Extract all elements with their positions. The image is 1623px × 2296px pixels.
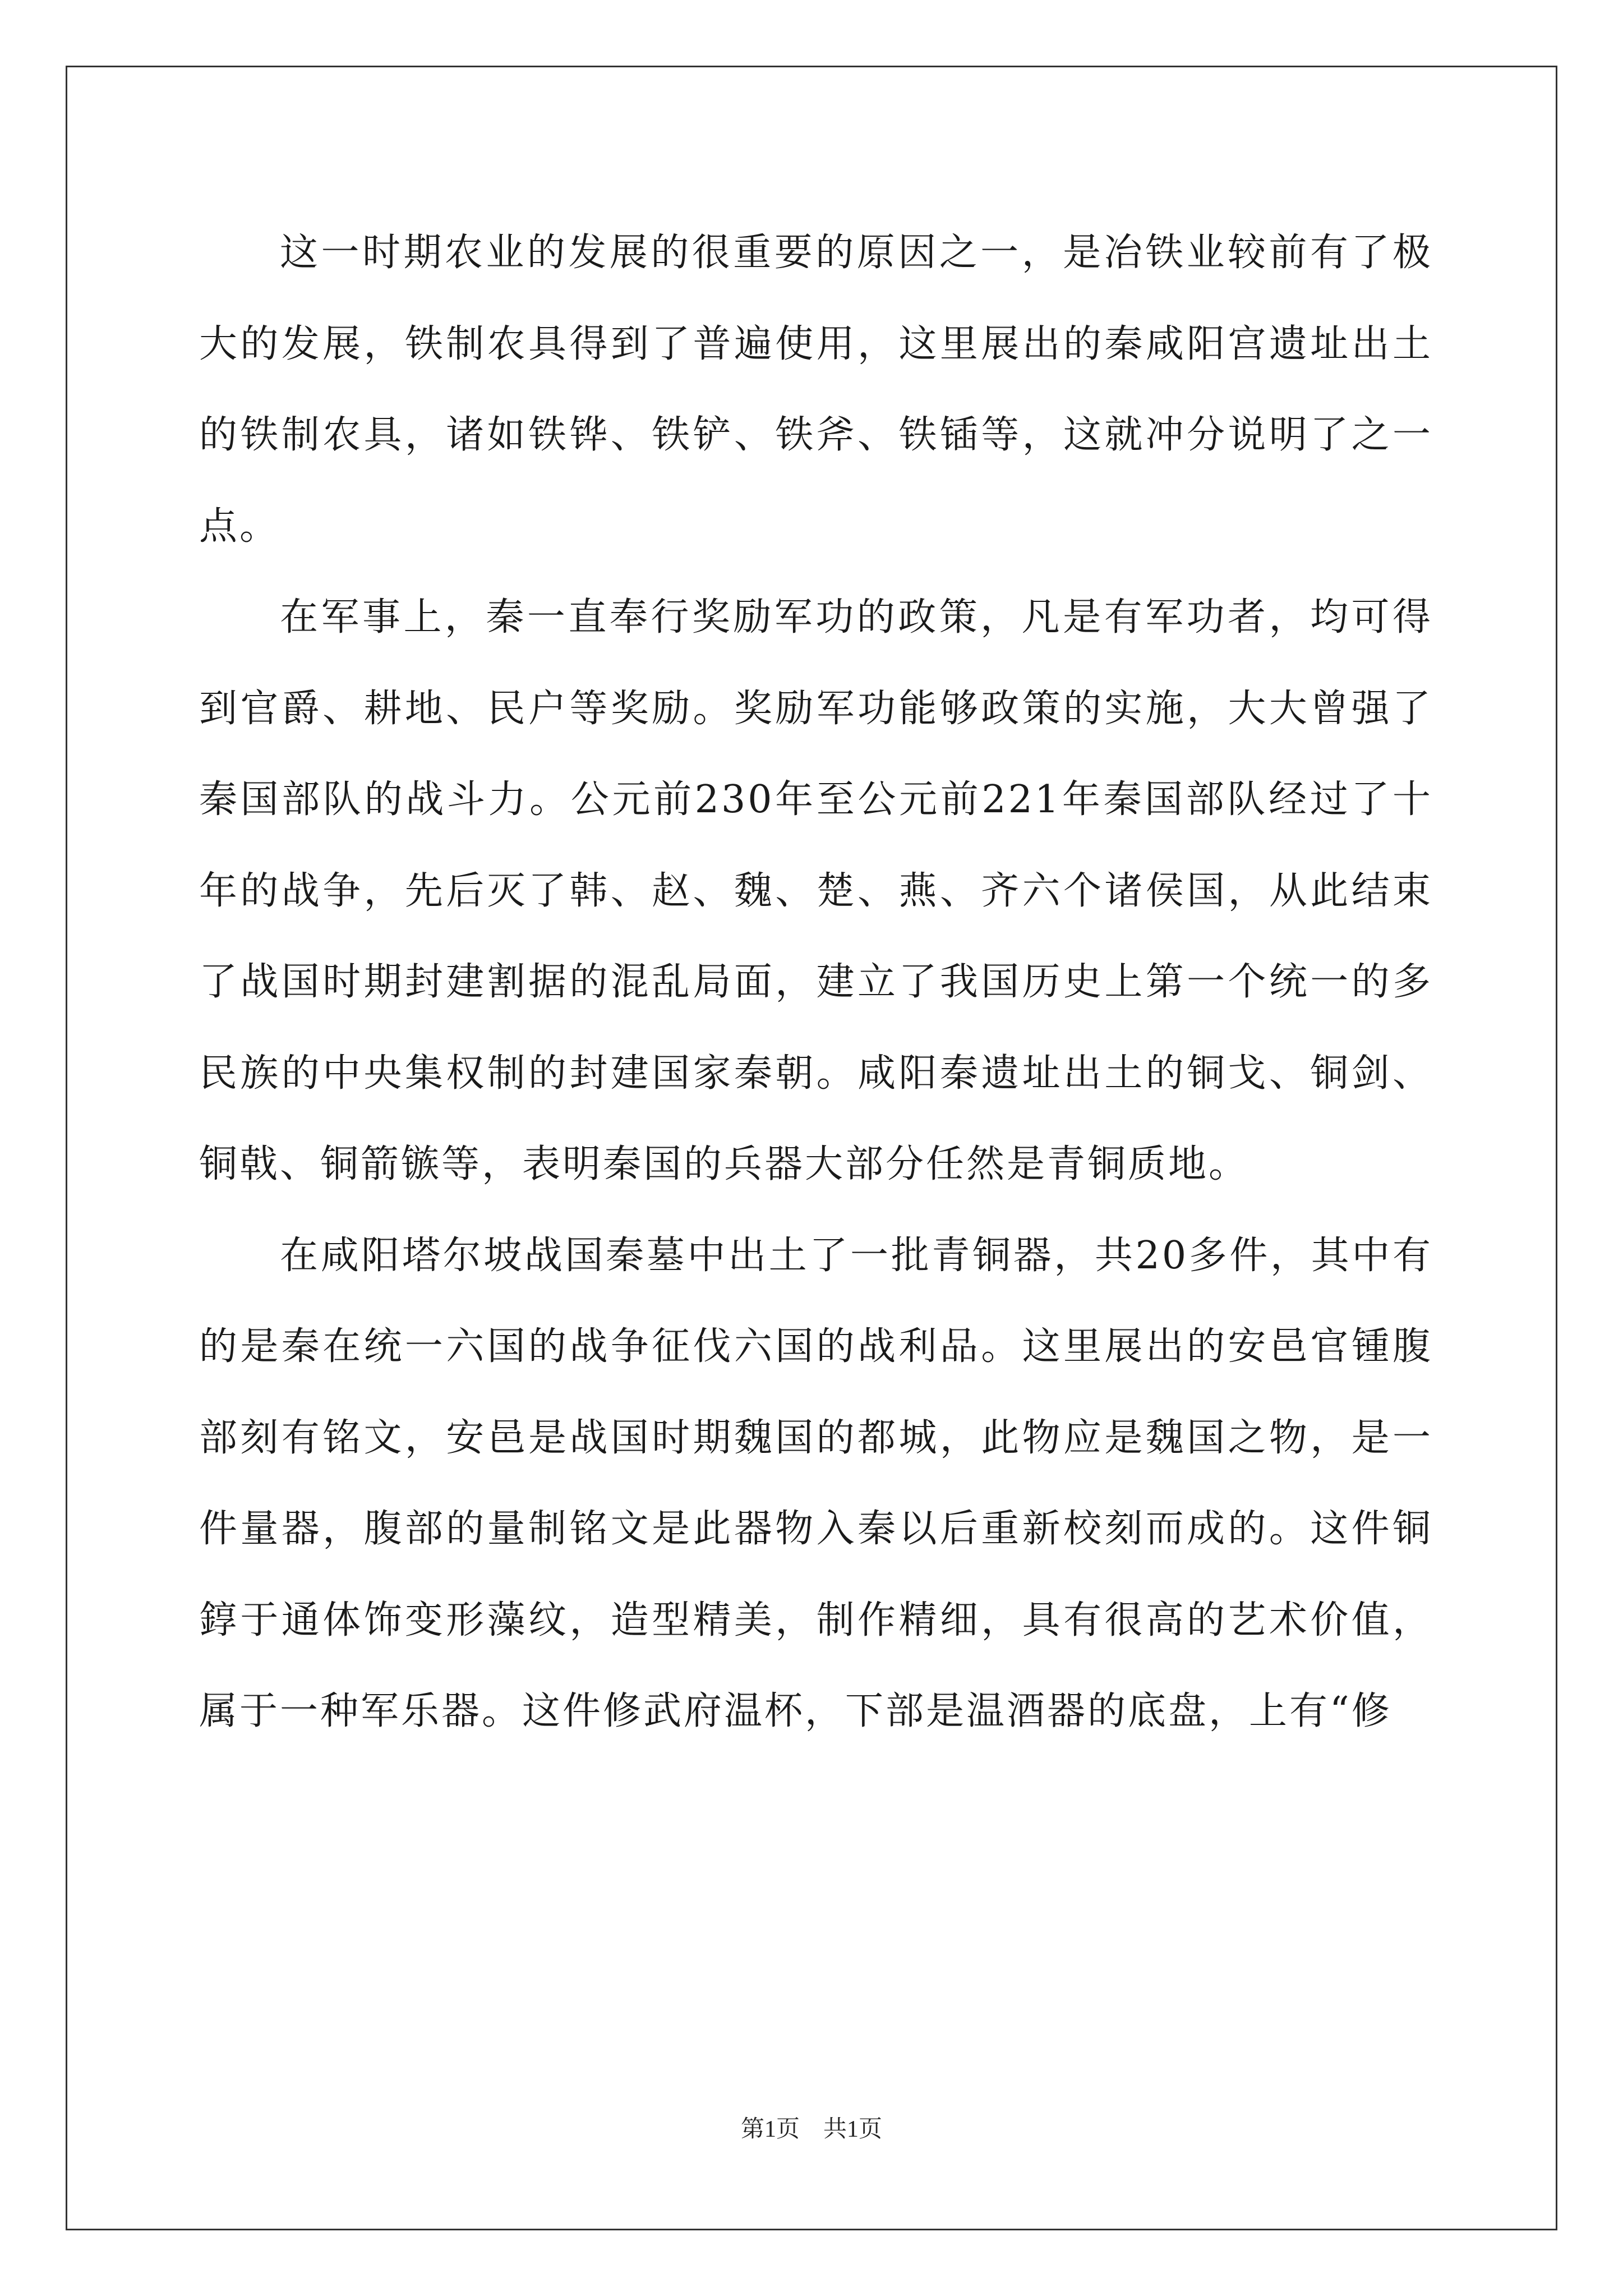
paragraph-2: 在军事上，秦一直奉行奖励军功的政策，凡是有军功者，均可得到官爵、耕地、民户等奖励。奖励军功能够政策的实施，大大曾强了秦国部队的战斗力。公元前230年至公元前221年秦国部队经过了十年的战争，先后灭了韩、赵、魏、楚、燕、齐六个诸侯国，从此结束了战国时期封建割据的混乱局面，建立了我国历史上第一个统一的多民族的中央集权制的封建国家秦朝。咸阳秦遗址出土的铜戈、铜剑、铜戟、铜箭镞等，表明秦国的兵器大部分任然是青铜质地。 [199, 595, 1433, 1186]
paragraph-1: 这一时期农业的发展的很重要的原因之一，是冶铁业较前有了极大的发展，铁制农具得到了普遍使用，这里展出的秦咸阳宫遗址出土的铁制农具，诸如铁铧、铁铲、铁斧、铁锸等，这就冲分说明了之一点。 [199, 231, 1433, 549]
document-body [199, 208, 1433, 1757]
paragraph-3: 在咸阳塔尔坡战国秦墓中出土了一批青铜器，共20多件，其中有的是秦在统一六国的战争征伐六国的战利品。这里展出的安邑官锺腹部刻有铭文，安邑是战国时期魏国的都城，此物应是魏国之物，是一件量器，腹部的量制铭文是此器物入秦以后重新校刻而成的。这件铜錞于通体饰变形藻纹，造型精美，制作精细，具有很高的艺术价值，属于一种军乐器。这件修武府温杯，下部是温酒器的底盘，上有“修 [199, 1233, 1433, 1733]
page-footer: 第1页 共1页 [740, 2116, 882, 2142]
